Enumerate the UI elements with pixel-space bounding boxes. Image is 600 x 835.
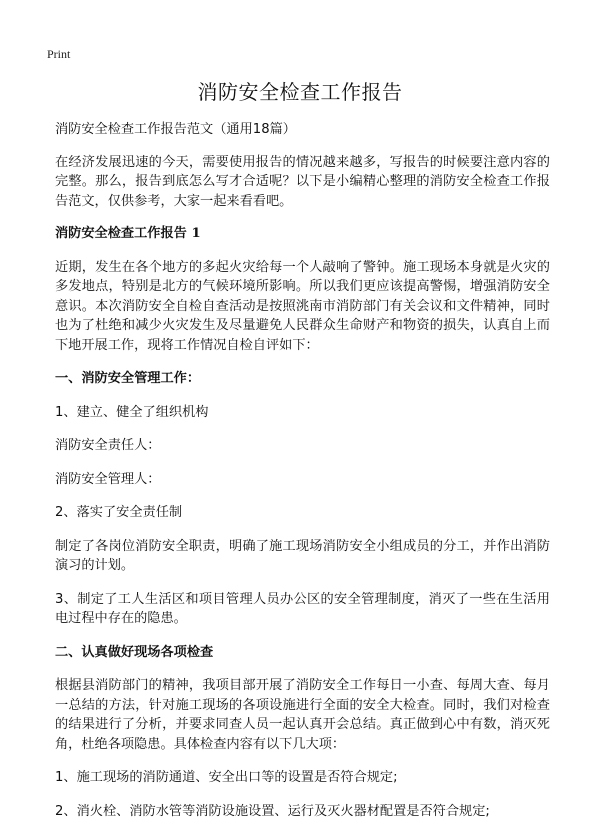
document-subtitle: 消防安全检查工作报告范文（通用18篇） [55,122,296,137]
body-paragraph: 制定了各岗位消防安全职责，明确了施工现场消防安全小组成员的分工，并作出消防演习的计划。 [55,538,550,573]
list-item: 3、制定了工人生活区和项目管理人员办公区的安全管理制度，消灭了一些在生活用电过程中存在的隐患。 [55,591,550,626]
list-item: 2、消火栓、消防水管等消防设施设置、运行及灭火器材配置是否符合规定; [55,803,490,819]
body-paragraph: 近期，发生在各个地方的多起火灾给每一个人敲响了警钟。施工现场本身就是火灾的多发地点，特别是北方的气候环境所影响。所以我们更应该提高警惕，增强消防安全意识。本次消防安全自检自查活动是按照洮南市消防部门有关会议和文件精神，同时也为了杜绝和减少火灾发生及尽量避免人民群众生命财产和物资的损失，认真自上而下地开展工作，现将工作情况自检自评如下： [55,259,550,353]
print-link[interactable]: Print [47,47,71,61]
subheading-inspection: 二、认真做好现场各项检查 [55,644,214,660]
subheading-management: 一、消防安全管理工作： [55,371,201,386]
list-item: 2、落实了安全责任制 [55,505,183,520]
responsible-person-label: 消防安全责任人： [55,438,161,453]
manager-person-label: 消防安全管理人： [55,471,161,487]
section-heading: 消防安全检查工作报告 1 [55,226,201,241]
list-item: 1、建立、健全了组织机构 [55,404,209,420]
page-title: 消防安全检查工作报告 [197,80,403,104]
document-body [55,120,550,835]
intro-paragraph: 在经济发展迅速的今天，需要使用报告的情况越来越多，写报告的时候要注意内容的完整。那么，报告到底怎么写才合适呢？以下是小编精心整理的消防安全检查工作报告范文，仅供参考，大家一起来看看吧。 [55,154,550,209]
list-item: 1、施工现场的消防通道、安全出口等的设置是否符合规定; [55,770,398,785]
body-paragraph: 根据县消防部门的精神，我项目部开展了消防安全工作每日一小查、每周大查、每月一总结的方法，针对施工现场的各项设施进行全面的安全大检查。同时，我们对检查的结果进行了分析，并要求同查人员一起认真开会总结。真正做到心中有数，消灭死角，杜绝各项隐患。具体检查内容有以下几大项： [55,678,550,752]
